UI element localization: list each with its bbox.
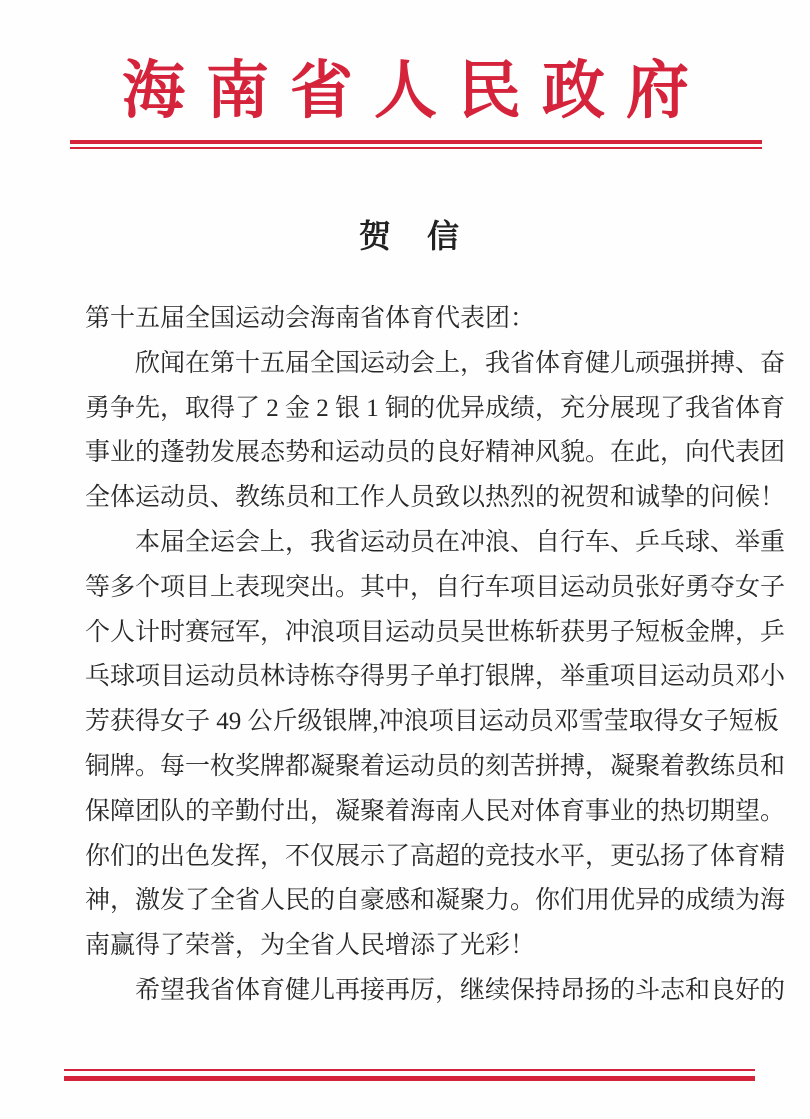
body-line: 勇争先，取得了 2 金 2 银 1 铜的优异成绩，充分展现了我省体育 xyxy=(85,394,786,422)
body-line: 芳获得女子 49 公斤级银牌,冲浪项目运动员邓雪莹取得女子短板 xyxy=(85,708,779,736)
letter-body xyxy=(85,297,786,1014)
letterhead-title: 海南省人民政府 xyxy=(122,56,710,126)
body-line: 全体运动员、教练员和工作人员致以热烈的祝贺和诚挚的问候！ xyxy=(85,484,786,512)
body-line: 神，激发了全省人民的自豪感和凝聚力。你们用优异的成绩为海 xyxy=(85,887,786,915)
body-line: 希望我省体育健儿再接再厉，继续保持昂扬的斗志和良好的 xyxy=(85,976,786,1004)
header-rule-thin xyxy=(70,147,762,149)
document-title: 贺 信 xyxy=(358,218,461,254)
salutation-line: 第十五届全国运动会海南省体育代表团： xyxy=(85,305,536,332)
body-line: 乓球项目运动员林诗栋夺得男子单打银牌，举重项目运动员邓小 xyxy=(85,663,786,691)
body-line: 南赢得了荣誉，为全省人民增添了光彩！ xyxy=(85,932,536,960)
body-line: 铜牌。每一枚奖牌都凝聚着运动员的刻苦拼搏，凝聚着教练员和 xyxy=(85,752,786,780)
body-line: 等多个项目上表现突出。其中，自行车项目运动员张好勇夺女子 xyxy=(85,573,786,601)
body-line: 你们的出色发挥，不仅展示了高超的竞技水平，更弘扬了体育精 xyxy=(85,842,786,870)
footer-rule-thick xyxy=(64,1076,755,1081)
header-rule-thick xyxy=(70,140,762,144)
body-line: 事业的蓬勃发展态势和运动员的良好精神风貌。在此，向代表团 xyxy=(85,439,786,467)
body-line: 个人计时赛冠军，冲浪项目运动员吴世栋斩获男子短板金牌，乒 xyxy=(85,618,786,646)
body-line: 保障团队的辛勤付出，凝聚着海南人民对体育事业的热切期望。 xyxy=(85,797,786,825)
body-line: 本届全运会上，我省运动员在冲浪、自行车、乒乓球、举重 xyxy=(85,528,786,556)
footer-rule-thin xyxy=(64,1069,755,1071)
body-line: 欣闻在第十五届全国运动会上，我省体育健儿顽强拼搏、奋 xyxy=(85,349,786,377)
